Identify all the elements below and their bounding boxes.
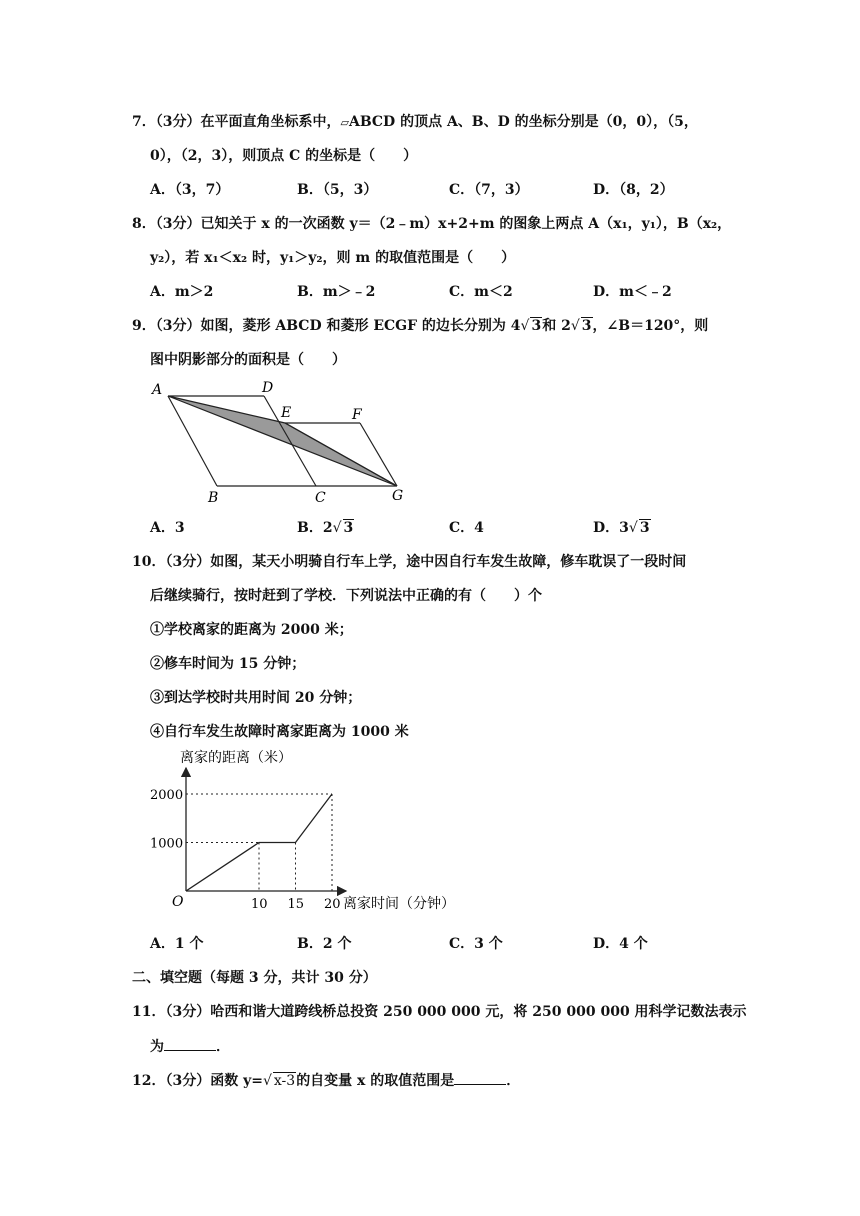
q9-line1 bbox=[132, 316, 708, 336]
q9-text: 9．（3分）如图，菱形 ABCD 和菱形 ECGF 的边长分别为 4 bbox=[132, 318, 521, 334]
q7-option-b: B．（5，3） bbox=[297, 182, 378, 198]
q12-text: 12．（3分）函数 y= bbox=[132, 1073, 263, 1089]
q9-option-d-text: D．3 bbox=[593, 520, 629, 536]
q11-line2 bbox=[150, 1036, 230, 1057]
parallelogram-icon: ▱ bbox=[340, 116, 349, 129]
label-F: F bbox=[352, 407, 362, 423]
label-A: A bbox=[152, 382, 163, 398]
answer-blank[interactable] bbox=[164, 1036, 216, 1051]
q9-radicand-1: 3 bbox=[531, 318, 542, 334]
distance-time-chart bbox=[140, 742, 470, 922]
x-tick-label: 20 bbox=[324, 897, 341, 912]
q10-option-a: A．1 个 bbox=[150, 936, 204, 952]
q7-text-2: ABCD 的顶点 A、B、D 的坐标分别是（0，0），（5， bbox=[348, 114, 698, 130]
q8-line2: y₂），若 x₁＜x₂ 时，y₁＞y₂，则 m 的取值范围是（ ） bbox=[150, 250, 516, 266]
q9-radicand-2: 3 bbox=[581, 318, 592, 334]
q9-option-d bbox=[593, 518, 651, 538]
q9-option-d-radicand: 3 bbox=[639, 520, 650, 536]
q12-period: ． bbox=[506, 1073, 521, 1089]
x-tick-label: 10 bbox=[251, 897, 268, 912]
q12-radicand: x-3 bbox=[273, 1073, 296, 1089]
q9-rhombus-figure bbox=[150, 378, 420, 506]
q10-statement-2: ②修车时间为 15 分钟； bbox=[150, 656, 306, 672]
q12-text-2: 的自变量 x 的取值范围是 bbox=[296, 1073, 455, 1089]
sqrt-icon: √ bbox=[520, 318, 530, 334]
x-axis-label: 离家时间（分钟） bbox=[343, 896, 455, 912]
q8-option-b: B．m＞﹣2 bbox=[297, 284, 376, 300]
q9-option-b-text: B．2 bbox=[297, 520, 333, 536]
y-tick-label: 2000 bbox=[150, 788, 184, 803]
q8-option-d: D．m＜﹣2 bbox=[593, 284, 672, 300]
q10-option-d: D．4 个 bbox=[593, 936, 648, 952]
q9-text-mid: 和 2 bbox=[542, 318, 571, 334]
sqrt-icon: √ bbox=[628, 520, 638, 536]
q7-option-c: C．（7，3） bbox=[449, 182, 529, 198]
q8-option-a: A．m＞2 bbox=[150, 284, 214, 300]
q8-option-c: C．m＜2 bbox=[449, 284, 513, 300]
origin-label: O bbox=[172, 894, 184, 910]
x-tick-label: 15 bbox=[287, 897, 305, 912]
label-B: B bbox=[208, 490, 219, 506]
q9-text-post: ，∠B＝120°，则 bbox=[592, 318, 709, 334]
q9-option-c: C．4 bbox=[449, 520, 484, 536]
q10-statement-1: ①学校离家的距离为 2000 米； bbox=[150, 622, 353, 638]
q10-statement-3: ③到达学校时共用时间 20 分钟； bbox=[150, 690, 362, 706]
q11-period: ． bbox=[216, 1039, 230, 1055]
q7-option-a: A．（3，7） bbox=[150, 182, 230, 198]
section-heading: 二、填空题（每题 3 分，共计 30 分） bbox=[132, 970, 377, 986]
q7-line1 bbox=[132, 112, 698, 133]
label-D: D bbox=[262, 380, 274, 396]
sqrt-icon: √ bbox=[262, 1073, 272, 1089]
q10-statement-4: ④自行车发生故障时离家距离为 1000 米 bbox=[150, 724, 409, 740]
q9-option-b bbox=[297, 518, 354, 538]
q11-text: 为 bbox=[150, 1039, 164, 1055]
sqrt-icon: √ bbox=[332, 520, 342, 536]
q12-line bbox=[132, 1070, 520, 1091]
q9-line2: 图中阴影部分的面积是（ ） bbox=[150, 352, 346, 368]
q7-text: 7．（3分）在平面直角坐标系中， bbox=[132, 114, 341, 130]
y-axis-label: 离家的距离（米） bbox=[180, 750, 292, 766]
label-E: E bbox=[281, 405, 292, 421]
label-G: G bbox=[392, 488, 404, 504]
q7-line2: 0），（2，3），则顶点 C 的坐标是（ ） bbox=[150, 148, 418, 164]
q10-line1: 10．（3分）如图，某天小明骑自行车上学，途中因自行车发生故障，修车耽误了一段时间 bbox=[132, 554, 687, 570]
label-C: C bbox=[315, 490, 326, 506]
q10-option-c: C．3 个 bbox=[449, 936, 503, 952]
y-tick-label: 1000 bbox=[150, 836, 184, 852]
answer-blank[interactable] bbox=[454, 1070, 506, 1085]
q7-option-d: D．（8，2） bbox=[593, 182, 674, 198]
q8-line1: 8．（3分）已知关于 x 的一次函数 y＝（2﹣m）x+2+m 的图象上两点 A（x₁，y₁），B（x₂， bbox=[132, 216, 732, 232]
q9-option-a: A．3 bbox=[150, 520, 185, 536]
q10-line2: 后继续骑行，按时赶到了学校．下列说法中正确的有（ ）个 bbox=[150, 588, 542, 604]
q10-option-b: B．2 个 bbox=[297, 936, 352, 952]
sqrt-icon: √ bbox=[570, 318, 580, 334]
q11-line1: 11．（3分）哈西和谐大道跨线桥总投资 250 000 000 元，将 250 000 000 用科学记数法表示 bbox=[132, 1004, 747, 1020]
q9-option-b-radicand: 3 bbox=[343, 520, 354, 536]
